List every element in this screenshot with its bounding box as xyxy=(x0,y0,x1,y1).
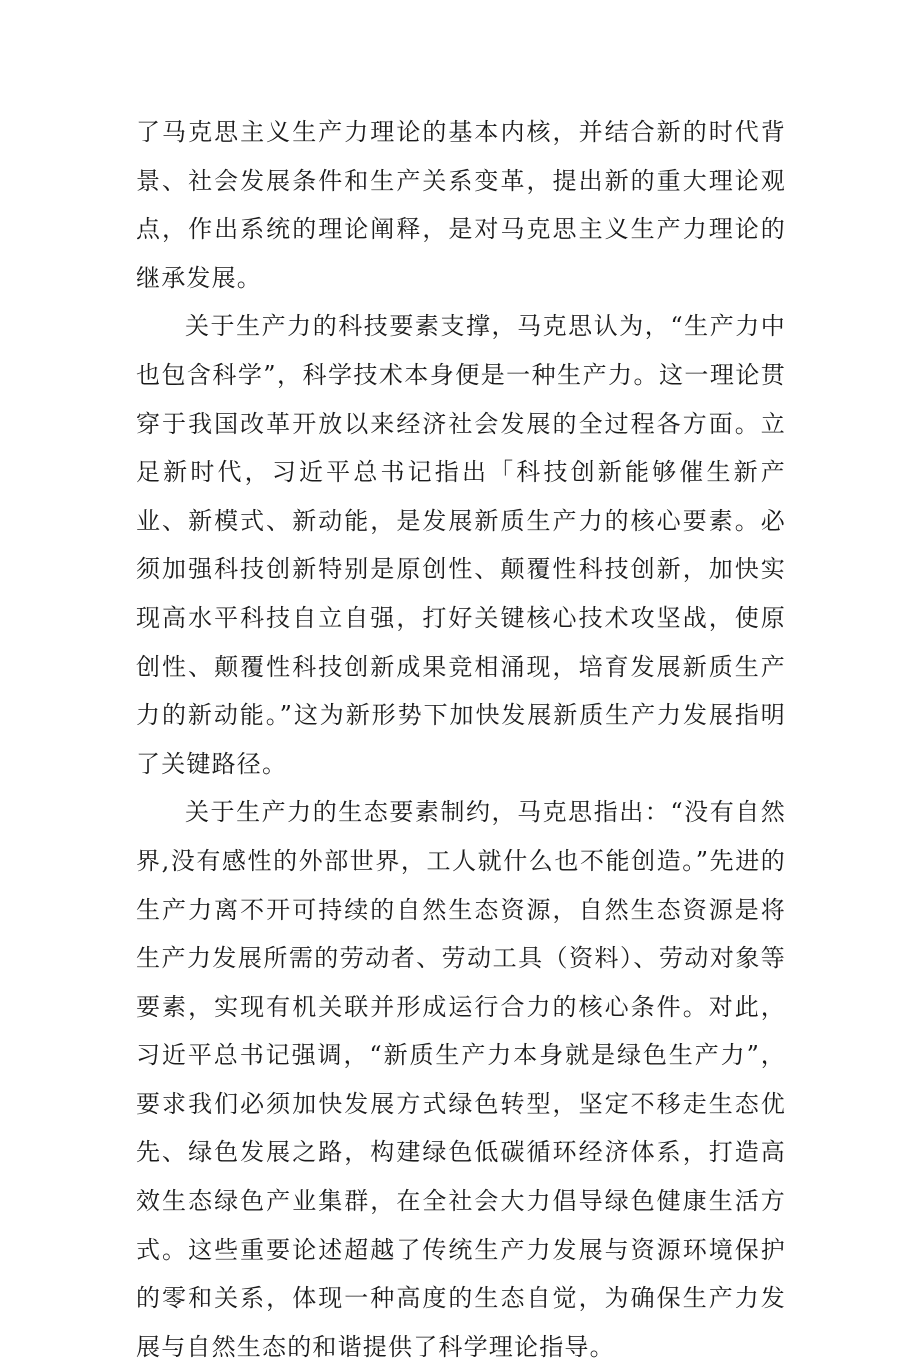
paragraph-ecology-productivity: 关于生产力的生态要素制约，马克思指出：“没有自然界,没有感性的外部世界，工人就什么也不能创造。”先进的生产力离不开可持续的自然生态资源，自然生态资源是将生产力发展所需的劳动者、劳动工具（资料）、劳动对象等要素，实现有机关联并形成运行合力的核心条件。对此，习近平总书记强调，“新质生产力本身就是绿色生产力”，要求我们必须加快发展方式绿色转型，坚定不移走生态优先、绿色发展之路，构建绿色低碳循环经济体系，打造高效生态绿色产业集群，在全社会大力倡导绿色健康生活方式。这些重要论述超越了传统生产力发展与资源环境保护的零和关系，体现一种高度的生态自觉，为确保生产力发展与自然生态的和谐提供了科学理论指导。 xyxy=(136,798,786,1361)
paragraph-tech-productivity: 关于生产力的科技要素支撑，马克思认为，“生产力中也包含科学”，科学技术本身便是一种生产力。这一理论贯穿于我国改革开放以来经济社会发展的全过程各方面。立足新时代，习近平总书记指出「科技创新能够催生新产业、新模式、新动能，是发展新质生产力的核心要素。必须加强科技创新特别是原创性、颠覆性科技创新，加快实现高水平科技自立自强，打好关键核心技术攻坚战，使原创性、颠覆性科技创新成果竞相涌现，培育发展新质生产力的新动能。”这为新形势下加快发展新质生产力发展指明了关键路径。 xyxy=(136,312,786,778)
paragraph-continuation: 了马克思主义生产力理论的基本内核，并结合新的时代背景、社会发展条件和生产关系变革，提出新的重大理论观点，作出系统的理论阐释，是对马克思主义生产力理论的继承发展。 xyxy=(136,118,786,292)
body-text xyxy=(136,108,786,1371)
